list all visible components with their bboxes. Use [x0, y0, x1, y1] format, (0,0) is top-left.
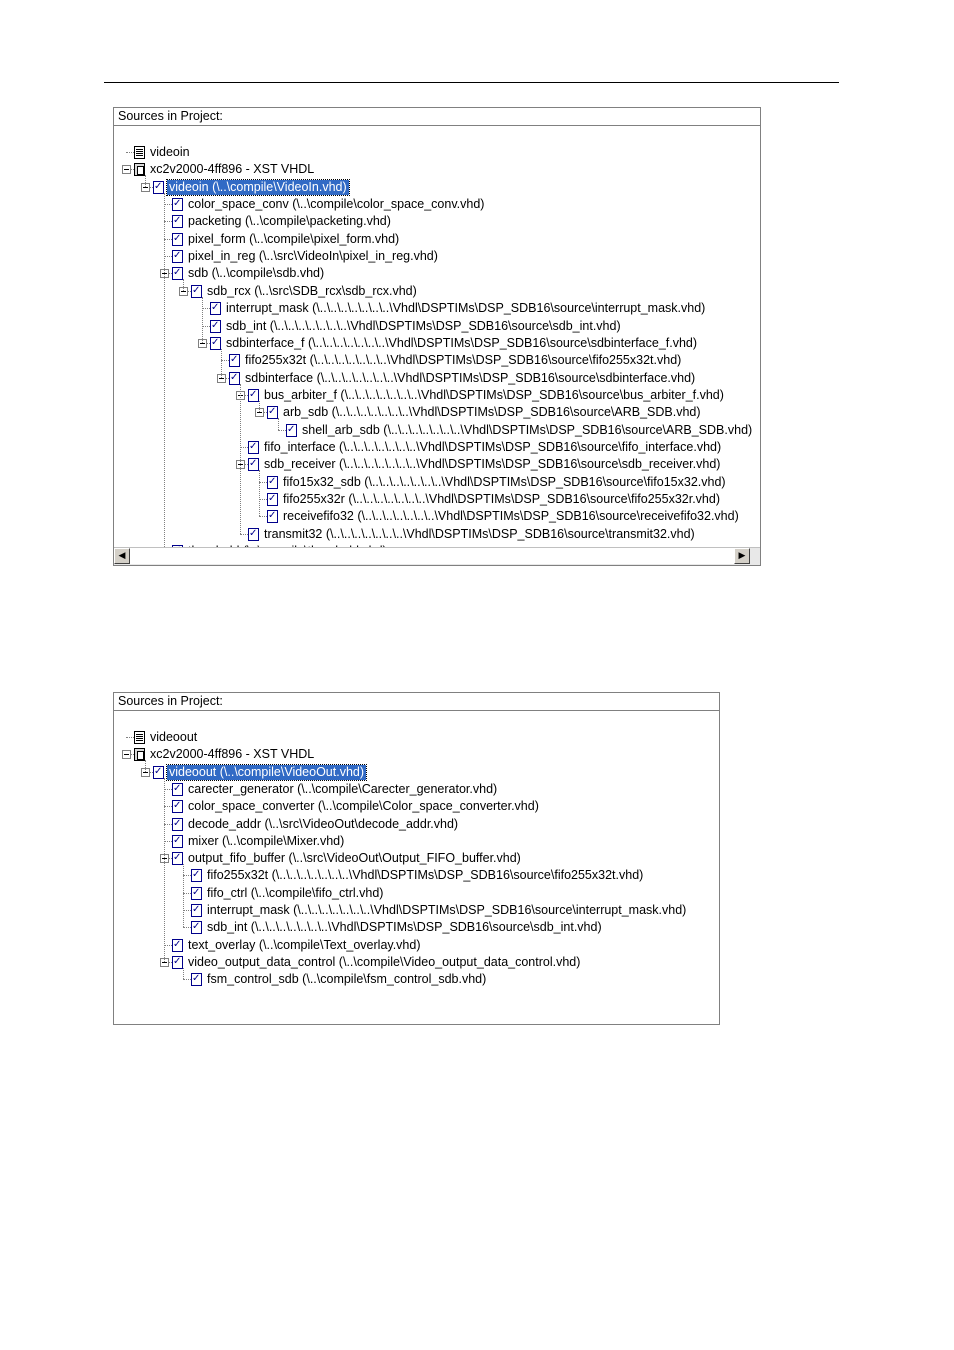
tree-row[interactable]	[114, 404, 760, 421]
vhdl-file-icon	[172, 198, 183, 211]
vhdl-file-icon	[267, 476, 278, 489]
tree-item-label[interactable]: xc2v2000-4ff896 - XST VHDL	[150, 747, 315, 762]
vhdl-file-icon	[248, 458, 259, 471]
vhdl-file-icon	[267, 493, 278, 506]
vhdl-file-icon	[191, 869, 202, 882]
tree-row[interactable]	[114, 318, 760, 335]
tree-item-label[interactable]: text_overlay (\..\compile\Text_overlay.vhd)	[188, 937, 421, 952]
tree-row[interactable]	[114, 850, 719, 867]
tree-row[interactable]	[114, 798, 719, 815]
source-tree	[114, 711, 719, 1021]
tree-row[interactable]	[114, 213, 760, 230]
tree-item-label[interactable]: bus_arbiter_f (\..\..\..\..\..\..\..\Vhdl\DSPTIMs\DSP_SDB16\source\bus_arbiter_f.vhd)	[264, 387, 724, 402]
tree-row[interactable]	[114, 179, 760, 196]
tree-item-label[interactable]: fsm_control_sdb (\..\compile\fsm_control_sdb.vhd)	[207, 972, 487, 987]
tree-row[interactable]	[114, 764, 719, 781]
tree-row[interactable]	[114, 833, 719, 850]
chip-icon	[134, 163, 145, 176]
tree-item-label[interactable]: xc2v2000-4ff896 - XST VHDL	[150, 162, 315, 177]
tree-row[interactable]	[114, 954, 719, 971]
tree-row[interactable]	[114, 352, 760, 369]
tree-guide-line	[164, 193, 165, 551]
tree-item-label-selected[interactable]: videoin (\..\compile\VideoIn.vhd)	[169, 179, 347, 194]
tree-row[interactable]	[114, 508, 760, 525]
vhdl-file-icon	[153, 766, 164, 779]
vhdl-file-icon	[191, 973, 202, 986]
vhdl-file-icon	[172, 783, 183, 796]
tree-item-label[interactable]: fifo_interface (\..\..\..\..\..\..\..\Vhdl\DSPTIMs\DSP_SDB16\source\fifo_interface.vhd)	[264, 439, 722, 454]
doc-icon	[134, 731, 145, 744]
tree-item-label-selected[interactable]: videoout (\..\compile\VideoOut.vhd)	[169, 764, 365, 779]
tree-item-label[interactable]: videoout	[150, 730, 198, 744]
tree-item-label[interactable]: sdb_receiver (\..\..\..\..\..\..\..\Vhdl\DSPTIMs\DSP_SDB16\source\sdb_receiver.vhd)	[264, 457, 721, 472]
tree-row[interactable]	[114, 439, 760, 456]
vhdl-file-icon	[267, 406, 278, 419]
tree-row[interactable]	[114, 781, 719, 798]
collapse-toggle-icon[interactable]	[122, 750, 131, 759]
tree-row[interactable]	[114, 283, 760, 300]
sources-panel-videoout	[113, 692, 720, 1025]
vhdl-file-icon	[210, 320, 221, 333]
tree-item-label[interactable]: sdbinterface_f (\..\..\..\..\..\..\..\Vhdl\DSPTIMs\DSP_SDB16\source\sdbinterface_f.vhd)	[226, 335, 698, 350]
vhdl-file-icon	[172, 852, 183, 865]
tree-item-label[interactable]: decode_addr (\..\src\VideoOut\decode_addr.vhd)	[188, 816, 459, 831]
vhdl-file-icon	[267, 510, 278, 523]
tree-guide-line	[183, 279, 184, 290]
tree-item-label[interactable]: fifo255x32r (\..\..\..\..\..\..\..\Vhdl\DSPTIMs\DSP_SDB16\source\fifo255x32r.vhd)	[283, 492, 720, 506]
vhdl-file-icon	[172, 800, 183, 813]
vhdl-file-icon	[229, 354, 240, 367]
vhdl-file-icon	[172, 835, 183, 848]
tree-row[interactable]	[114, 335, 760, 352]
tree-row[interactable]	[114, 491, 760, 508]
tree-row[interactable]	[114, 387, 760, 404]
vhdl-file-icon	[286, 424, 297, 437]
tree-item-label[interactable]: sdbinterface (\..\..\..\..\..\..\..\Vhdl\DSPTIMs\DSP_SDB16\source\sdbinterface.vhd)	[245, 370, 696, 385]
tree-row[interactable]	[114, 248, 760, 265]
tree-item-label[interactable]: interrupt_mask (\..\..\..\..\..\..\..\Vhdl\DSPTIMs\DSP_SDB16\source\interrupt_mask.vhd)	[226, 301, 706, 316]
scroll-right-icon[interactable]: ▶	[734, 548, 750, 564]
tree-guide-line	[145, 760, 146, 771]
tree-row[interactable]	[114, 196, 760, 213]
tree-row[interactable]	[114, 867, 719, 884]
tree-guide-line	[259, 470, 260, 516]
tree-item-label[interactable]: color_space_conv (\..\compile\color_space_conv.vhd)	[188, 197, 485, 212]
tree-guide-line	[278, 418, 279, 429]
tree-row[interactable]	[114, 919, 719, 936]
tree-row[interactable]	[114, 729, 719, 746]
source-tree	[114, 126, 760, 546]
tree-row[interactable]	[114, 885, 719, 902]
sources-panel-videoin	[113, 107, 761, 566]
tree-guide-line	[240, 384, 241, 534]
vhdl-file-icon	[248, 441, 259, 454]
vhdl-file-icon	[191, 887, 202, 900]
tree-row[interactable]	[114, 161, 760, 178]
tree-item-label[interactable]: arb_sdb (\..\..\..\..\..\..\..\Vhdl\DSPTIMs\DSP_SDB16\source\ARB_SDB.vhd)	[283, 405, 701, 420]
vhdl-file-icon	[210, 337, 221, 350]
tree-item-label[interactable]: mixer (\..\compile\Mixer.vhd)	[188, 833, 345, 848]
tree-row[interactable]	[114, 937, 719, 954]
tree-guide-line	[145, 175, 146, 186]
tree-item-label[interactable]: packeting (\..\compile\packeting.vhd)	[188, 214, 391, 229]
tree-row[interactable]	[114, 422, 760, 439]
panel-header: Sources in Project:	[114, 108, 760, 126]
vhdl-file-icon	[191, 921, 202, 934]
tree-guide-line	[221, 349, 222, 378]
vhdl-file-icon	[172, 818, 183, 831]
tree-row[interactable]	[114, 474, 760, 491]
tree-item-label[interactable]: video_output_data_control (\..\compile\Video_output_data_control.vhd)	[188, 954, 581, 969]
tree-row[interactable]	[114, 456, 760, 473]
vhdl-file-icon	[172, 267, 183, 280]
tree-item-label[interactable]: interrupt_mask (\..\..\..\..\..\..\..\Vhdl\DSPTIMs\DSP_SDB16\source\interrupt_mask.vhd)	[207, 903, 687, 917]
vhdl-file-icon	[248, 389, 259, 402]
panel-header: Sources in Project:	[114, 693, 719, 711]
tree-item-label[interactable]: pixel_in_reg (\..\src\VideoIn\pixel_in_reg.vhd)	[188, 249, 438, 264]
tree-item-label[interactable]: fifo255x32t (\..\..\..\..\..\..\..\Vhdl\DSPTIMs\DSP_SDB16\source\fifo255x32t.vhd)	[245, 353, 682, 368]
page-header-rule	[104, 82, 839, 83]
collapse-toggle-icon[interactable]	[122, 165, 131, 174]
tree-item-label[interactable]: fifo_ctrl (\..\compile\fifo_ctrl.vhd)	[207, 885, 384, 900]
tree-item-label[interactable]: fifo255x32t (\..\..\..\..\..\..\..\Vhdl\DSPTIMs\DSP_SDB16\source\fifo255x32t.vhd)	[207, 868, 644, 883]
tree-item-label[interactable]: pixel_form (\..\compile\pixel_form.vhd)	[188, 231, 400, 246]
tree-item-label[interactable]: shell_arb_sdb (\..\..\..\..\..\..\..\Vhdl\DSPTIMs\DSP_SDB16\source\ARB_SDB.vhd)	[302, 422, 753, 437]
tree-row[interactable]	[114, 902, 719, 919]
tree-item-label[interactable]: videoin	[150, 145, 190, 159]
vhdl-file-icon	[248, 528, 259, 541]
tree-row[interactable]	[114, 265, 760, 282]
tree-row[interactable]	[114, 816, 719, 833]
tree-guide-line	[202, 297, 203, 343]
tree-row[interactable]	[114, 300, 760, 317]
tree-item-label[interactable]: sdb (\..\compile\sdb.vhd)	[188, 266, 325, 281]
scroll-track[interactable]	[130, 548, 734, 564]
tree-row[interactable]	[114, 231, 760, 248]
horizontal-scrollbar[interactable]	[114, 547, 760, 565]
tree-guide-line	[259, 401, 260, 412]
vhdl-file-icon	[191, 904, 202, 917]
tree-guide-line	[183, 968, 184, 979]
tree-row[interactable]	[114, 526, 760, 543]
tree-guide-line	[164, 778, 165, 962]
tree-row[interactable]	[114, 144, 760, 161]
tree-item-label[interactable]: sdb_rcx (\..\src\SDB_rcx\sdb_rcx.vhd)	[207, 283, 417, 298]
vhdl-file-icon	[229, 372, 240, 385]
tree-item-label[interactable]: color_space_converter (\..\compile\Color_space_converter.vhd)	[188, 799, 539, 814]
doc-icon	[134, 146, 145, 159]
vhdl-file-icon	[172, 939, 183, 952]
vhdl-file-icon	[191, 285, 202, 298]
tree-item-label[interactable]: carecter_generator (\..\compile\Carecter_generator.vhd)	[188, 781, 498, 796]
tree-item-label[interactable]: output_fifo_buffer (\..\src\VideoOut\Output_FIFO_buffer.vhd)	[188, 851, 521, 866]
vhdl-file-icon	[172, 956, 183, 969]
tree-item-label[interactable]: sdb_int (\..\..\..\..\..\..\..\Vhdl\DSPTIMs\DSP_SDB16\source\sdb_int.vhd)	[207, 920, 602, 935]
vhdl-file-icon	[153, 181, 164, 194]
tree-item-label[interactable]: sdb_int (\..\..\..\..\..\..\..\Vhdl\DSPTIMs\DSP_SDB16\source\sdb_int.vhd)	[226, 318, 621, 333]
tree-item-label[interactable]: transmit32 (\..\..\..\..\..\..\..\Vhdl\DSPTIMs\DSP_SDB16\source\transmit32.vhd)	[264, 526, 695, 541]
vhdl-file-icon	[172, 215, 183, 228]
tree-row[interactable]	[114, 370, 760, 387]
tree-row[interactable]	[114, 971, 719, 988]
vhdl-file-icon	[172, 250, 183, 263]
vhdl-file-icon	[172, 233, 183, 246]
scroll-left-icon[interactable]: ◀	[114, 548, 130, 564]
tree-row[interactable]	[114, 746, 719, 763]
vhdl-file-icon	[210, 302, 221, 315]
tree-item-label[interactable]: receivefifo32 (\..\..\..\..\..\..\..\Vhdl\DSPTIMs\DSP_SDB16\source\receivefifo32.vhd)	[283, 509, 739, 524]
tree-guide-line	[183, 864, 184, 927]
chip-icon	[134, 748, 145, 761]
tree-item-label[interactable]: fifo15x32_sdb (\..\..\..\..\..\..\..\Vhdl\DSPTIMs\DSP_SDB16\source\fifo15x32.vhd)	[283, 474, 726, 489]
